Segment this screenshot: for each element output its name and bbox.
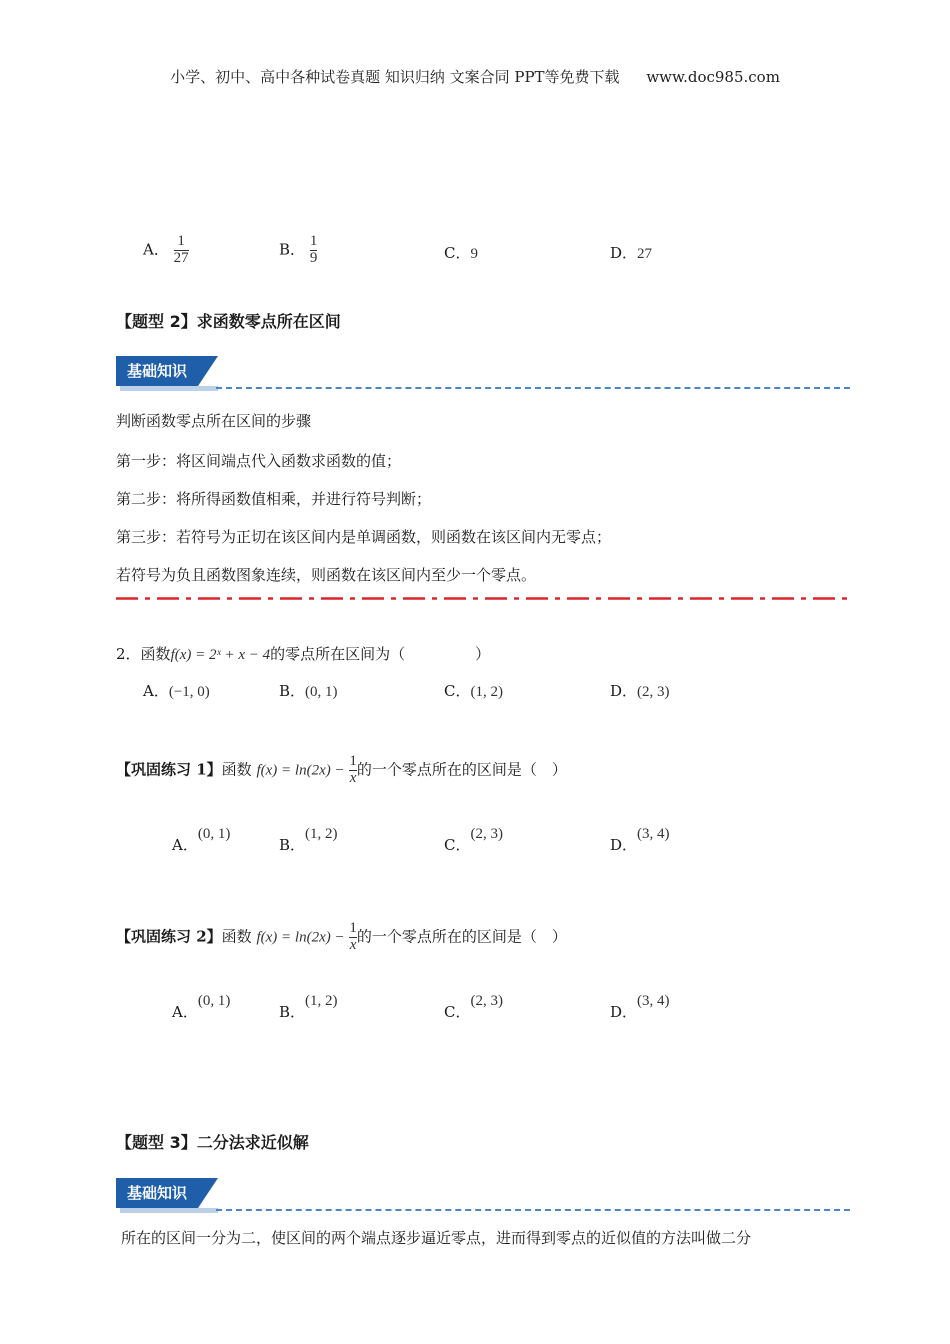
practice2-formula: f(x) = ln(2x) − — [256, 929, 345, 946]
knowledge-line: 判断函数零点所在区间的步骤 — [116, 412, 312, 430]
red-dash-dot-divider — [116, 597, 850, 600]
knowledge-line: 第一步：将区间端点代入函数求函数的值； — [116, 452, 402, 470]
p2-option-b[interactable]: B．(1, 2) — [279, 993, 338, 1021]
type3-dashed-divider — [216, 1209, 850, 1211]
fraction-1-over-x: $\frac{1}{x}$ — [349, 920, 357, 953]
practice-1: 【巩固练习 1】函数 f(x) = ln(2x) − $\frac{1}{x}$ 的一个零点所在的区间是（ ） — [116, 753, 567, 786]
type2-title: 【题型 2】求函数零点所在区间 — [116, 312, 341, 331]
fraction-1-27: $\frac{1}{27}$ — [173, 233, 189, 266]
p2-option-a[interactable]: A．(0, 1) — [172, 993, 231, 1021]
type3-title: 【题型 3】二分法求近似解 — [116, 1133, 309, 1152]
q2-option-c[interactable]: C．(1, 2) — [444, 682, 503, 700]
q2-option-d[interactable]: D．(2, 3) — [610, 682, 670, 700]
q1-option-c[interactable]: C．9 — [444, 244, 478, 262]
fraction-1-over-x: $\frac{1}{x}$ — [349, 753, 357, 786]
p2-option-c[interactable]: C．(2, 3) — [444, 993, 503, 1021]
p2-option-d[interactable]: D．(3, 4) — [610, 993, 670, 1021]
practice-2: 【巩固练习 2】函数 f(x) = ln(2x) − $\frac{1}{x}$ 的一个零点所在的区间是（ ） — [116, 920, 567, 953]
p1-option-b[interactable]: B．(1, 2) — [279, 826, 338, 854]
type3-text: 所在的区间一分为二，使区间的两个端点逐步逼近零点，进而得到零点的近似值的方法叫做二分 — [121, 1229, 752, 1247]
fraction-1-9: $\frac{1}{9}$ — [309, 233, 318, 266]
knowledge-line: 若符号为负且函数图象连续，则函数在该区间内至少一个零点。 — [116, 566, 537, 584]
p1-option-c[interactable]: C．(2, 3) — [444, 826, 503, 854]
q2-option-b[interactable]: B．(0, 1) — [279, 682, 338, 700]
q1-option-b[interactable]: B． $\frac{1}{9}$ — [279, 233, 318, 266]
knowledge-line: 第三步：若符号为正切在该区间内是单调函数，则函数在该区间内无零点； — [116, 528, 612, 546]
q1-option-d[interactable]: D．27 — [610, 244, 653, 262]
header-text: 小学、初中、高中各种试卷真题 知识归纳 文案合同 PPT等免费下载 — [170, 68, 620, 86]
p1-option-a[interactable]: A．(0, 1) — [172, 826, 231, 854]
page-header — [0, 66, 950, 87]
practice1-formula: f(x) = ln(2x) − — [256, 762, 345, 779]
knowledge-line: 第二步：将所得函数值相乘，并进行符号判断； — [116, 490, 432, 508]
p1-option-d[interactable]: D．(3, 4) — [610, 826, 670, 854]
header-site-link[interactable]: www.doc985.com — [646, 68, 780, 86]
q1-option-a[interactable]: A． $\frac{1}{27}$ — [143, 233, 189, 266]
question-2: 2．函数f(x) = 2ˣ + x − 4的零点所在区间为（ ） — [116, 645, 491, 663]
type2-dashed-divider — [216, 387, 850, 389]
q2-formula: f(x) = 2ˣ + x − 4 — [170, 647, 271, 663]
q2-option-a[interactable]: A．(−1, 0) — [143, 682, 210, 700]
